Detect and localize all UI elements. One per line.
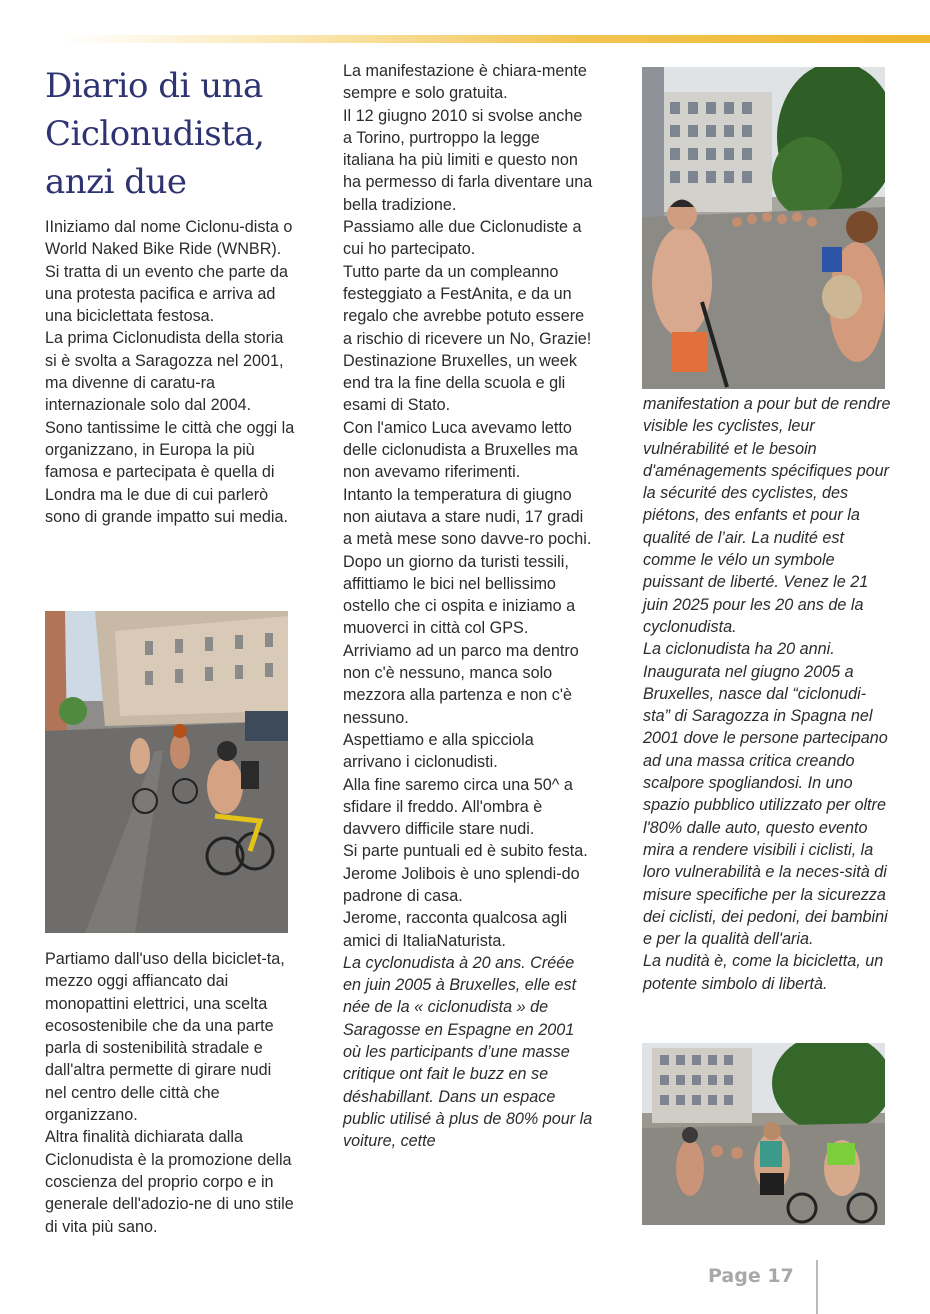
- quote-french: La cyclonudista à 20 ans. Créée en juin 2005 à Bruxelles, elle est née de la « ciclonudista » de Saragosse en Espagne en 2001 où les participants d’une masse critique ont fait le buzz en se déshabillant. Dans un espace public utilisé à plus de 80% pour la voiture, cette: [343, 953, 593, 1151]
- paragraph: Passiamo alle due Ciclonudiste a cui ho partecipato.: [343, 218, 582, 259]
- paragraph: Si parte puntuali ed è subito festa.: [343, 842, 588, 861]
- paragraph: Dopo un giorno da turisti tessili, affittiamo le bici nel bellissimo ostello che ci ospita e iniziamo a muoverci in città col GPS.: [343, 552, 576, 638]
- paragraph: Jerome, racconta qualcosa agli amici di ItaliaNaturista.: [343, 909, 568, 950]
- photo-cobblestone-ride: [642, 67, 885, 389]
- paragraph: Aspettiamo e alla spicciola arrivano i ciclonudisti.: [343, 730, 534, 772]
- paragraph-italic: La nudità è, come la bicicletta, un potente simbolo di libertà.: [643, 952, 884, 993]
- paragraph: Tutto parte da un compleanno festeggiato a FestAnita, e da un regalo che avrebbe potuto essere a rischio di ricevere un No, Grazie! Destinazione Bruxelles, un week end tra la fine della scuola e gli esami di Stato.: [343, 262, 592, 415]
- photo-street-cyclists: [45, 611, 288, 933]
- article-title: Diario di una Ciclonudista, anzi due: [45, 66, 265, 202]
- column-1-top: [45, 216, 295, 528]
- paragraph: Jerome Jolibois è uno splendi-do padrone di casa.: [343, 864, 580, 905]
- paragraph: La manifestazione è chiara-mente sempre e solo gratuita.: [343, 62, 587, 103]
- column-2: [343, 60, 593, 1153]
- column-3: [643, 393, 893, 995]
- photo-group-park: [642, 1043, 885, 1225]
- paragraph: Con l'amico Luca avevamo letto delle ciclonudista a Bruxelles ma non avevamo riferimenti.: [343, 418, 578, 482]
- paragraph: Arriviamo ad un parco ma dentro non c'è nessuno, manca solo mezzora alla partenza e non c'è nessuno.: [343, 641, 579, 727]
- paragraph: Altra finalità dichiarata dalla Ciclonudista è la promozione della coscienza del proprio corpo e in generale dell'adozio-ne di uno stile di vita più sano.: [45, 1128, 294, 1236]
- column-1-bottom: [45, 948, 295, 1238]
- header-accent-rule: [60, 35, 930, 43]
- paragraph: Partiamo dall'uso della biciclet-ta, mezzo oggi affiancato dai monopattini elettrici, una scelta ecosostenibile che da una parte parla di sostenibilità stradale e dall'altra permette di girare nudi nel centro delle città che organizzano.: [45, 950, 285, 1125]
- paragraph: Si tratta di un evento che parte da una protesta pacifica e arriva ad una biciclettata festosa.: [45, 262, 288, 326]
- paragraph: La prima Ciclonudista della storia si è svolta a Saragozza nel 2001, ma divenne di caratu-ra internazionale solo dal 2004.: [45, 329, 284, 415]
- paragraph: IIniziamo dal nome Ciclonu-dista o World Naked Bike Ride (WNBR).: [45, 218, 293, 259]
- paragraph: Intanto la temperatura di giugno non aiutava a stare nudi, 17 gradi a metà mese sono davve-ro pochi.: [343, 485, 592, 549]
- quote-french-continued: manifestation a pour but de rendre visible les cyclistes, leur vulnérabilité et le besoin d'aménagements spécifiques pour la sécurité des cyclistes, des piétons, des enfants et pour la qualité de l’air. La nudité est comme le vélo un symbole puissant de liberté. Venez le 21 juin 2025 pour les 20 ans de la cyclonudista.: [643, 395, 891, 636]
- page-number: Page 17: [708, 1265, 794, 1287]
- paragraph: Alla fine saremo circa una 50^ a sfidare il freddo. All'ombra è davvero difficile stare nudi.: [343, 775, 573, 839]
- paragraph: Sono tantissime le città che oggi la organizzano, in Europa la più famosa e partecipata è quella di Londra ma le due di cui parlerò sono di grande impatto sui media.: [45, 418, 295, 526]
- paragraph: Il 12 giugno 2010 si svolse anche a Torino, purtroppo la legge italiana ha più limiti e questo non ha permesso di farla diventare una bella tradizione.: [343, 106, 593, 214]
- paragraph-italic: La ciclonudista ha 20 anni. Inaugurata nel giugno 2005 a Bruxelles, nasce dal “ciclonudi-sta” di Saragozza in Spagna nel 2001 dove le persone partecipano ad una massa critica creando scalpore spogliandosi. In uno spazio pubblico utilizzato per oltre l'80% dalle auto, questo evento mira a rendere visibili i ciclisti, la loro vulnerabilità e la neces-sità di misure specifiche per la sicurezza dei ciclisti, dei pedoni, dei bambini e per la qualità dell'aria.: [643, 640, 888, 949]
- footer-divider: [816, 1260, 818, 1314]
